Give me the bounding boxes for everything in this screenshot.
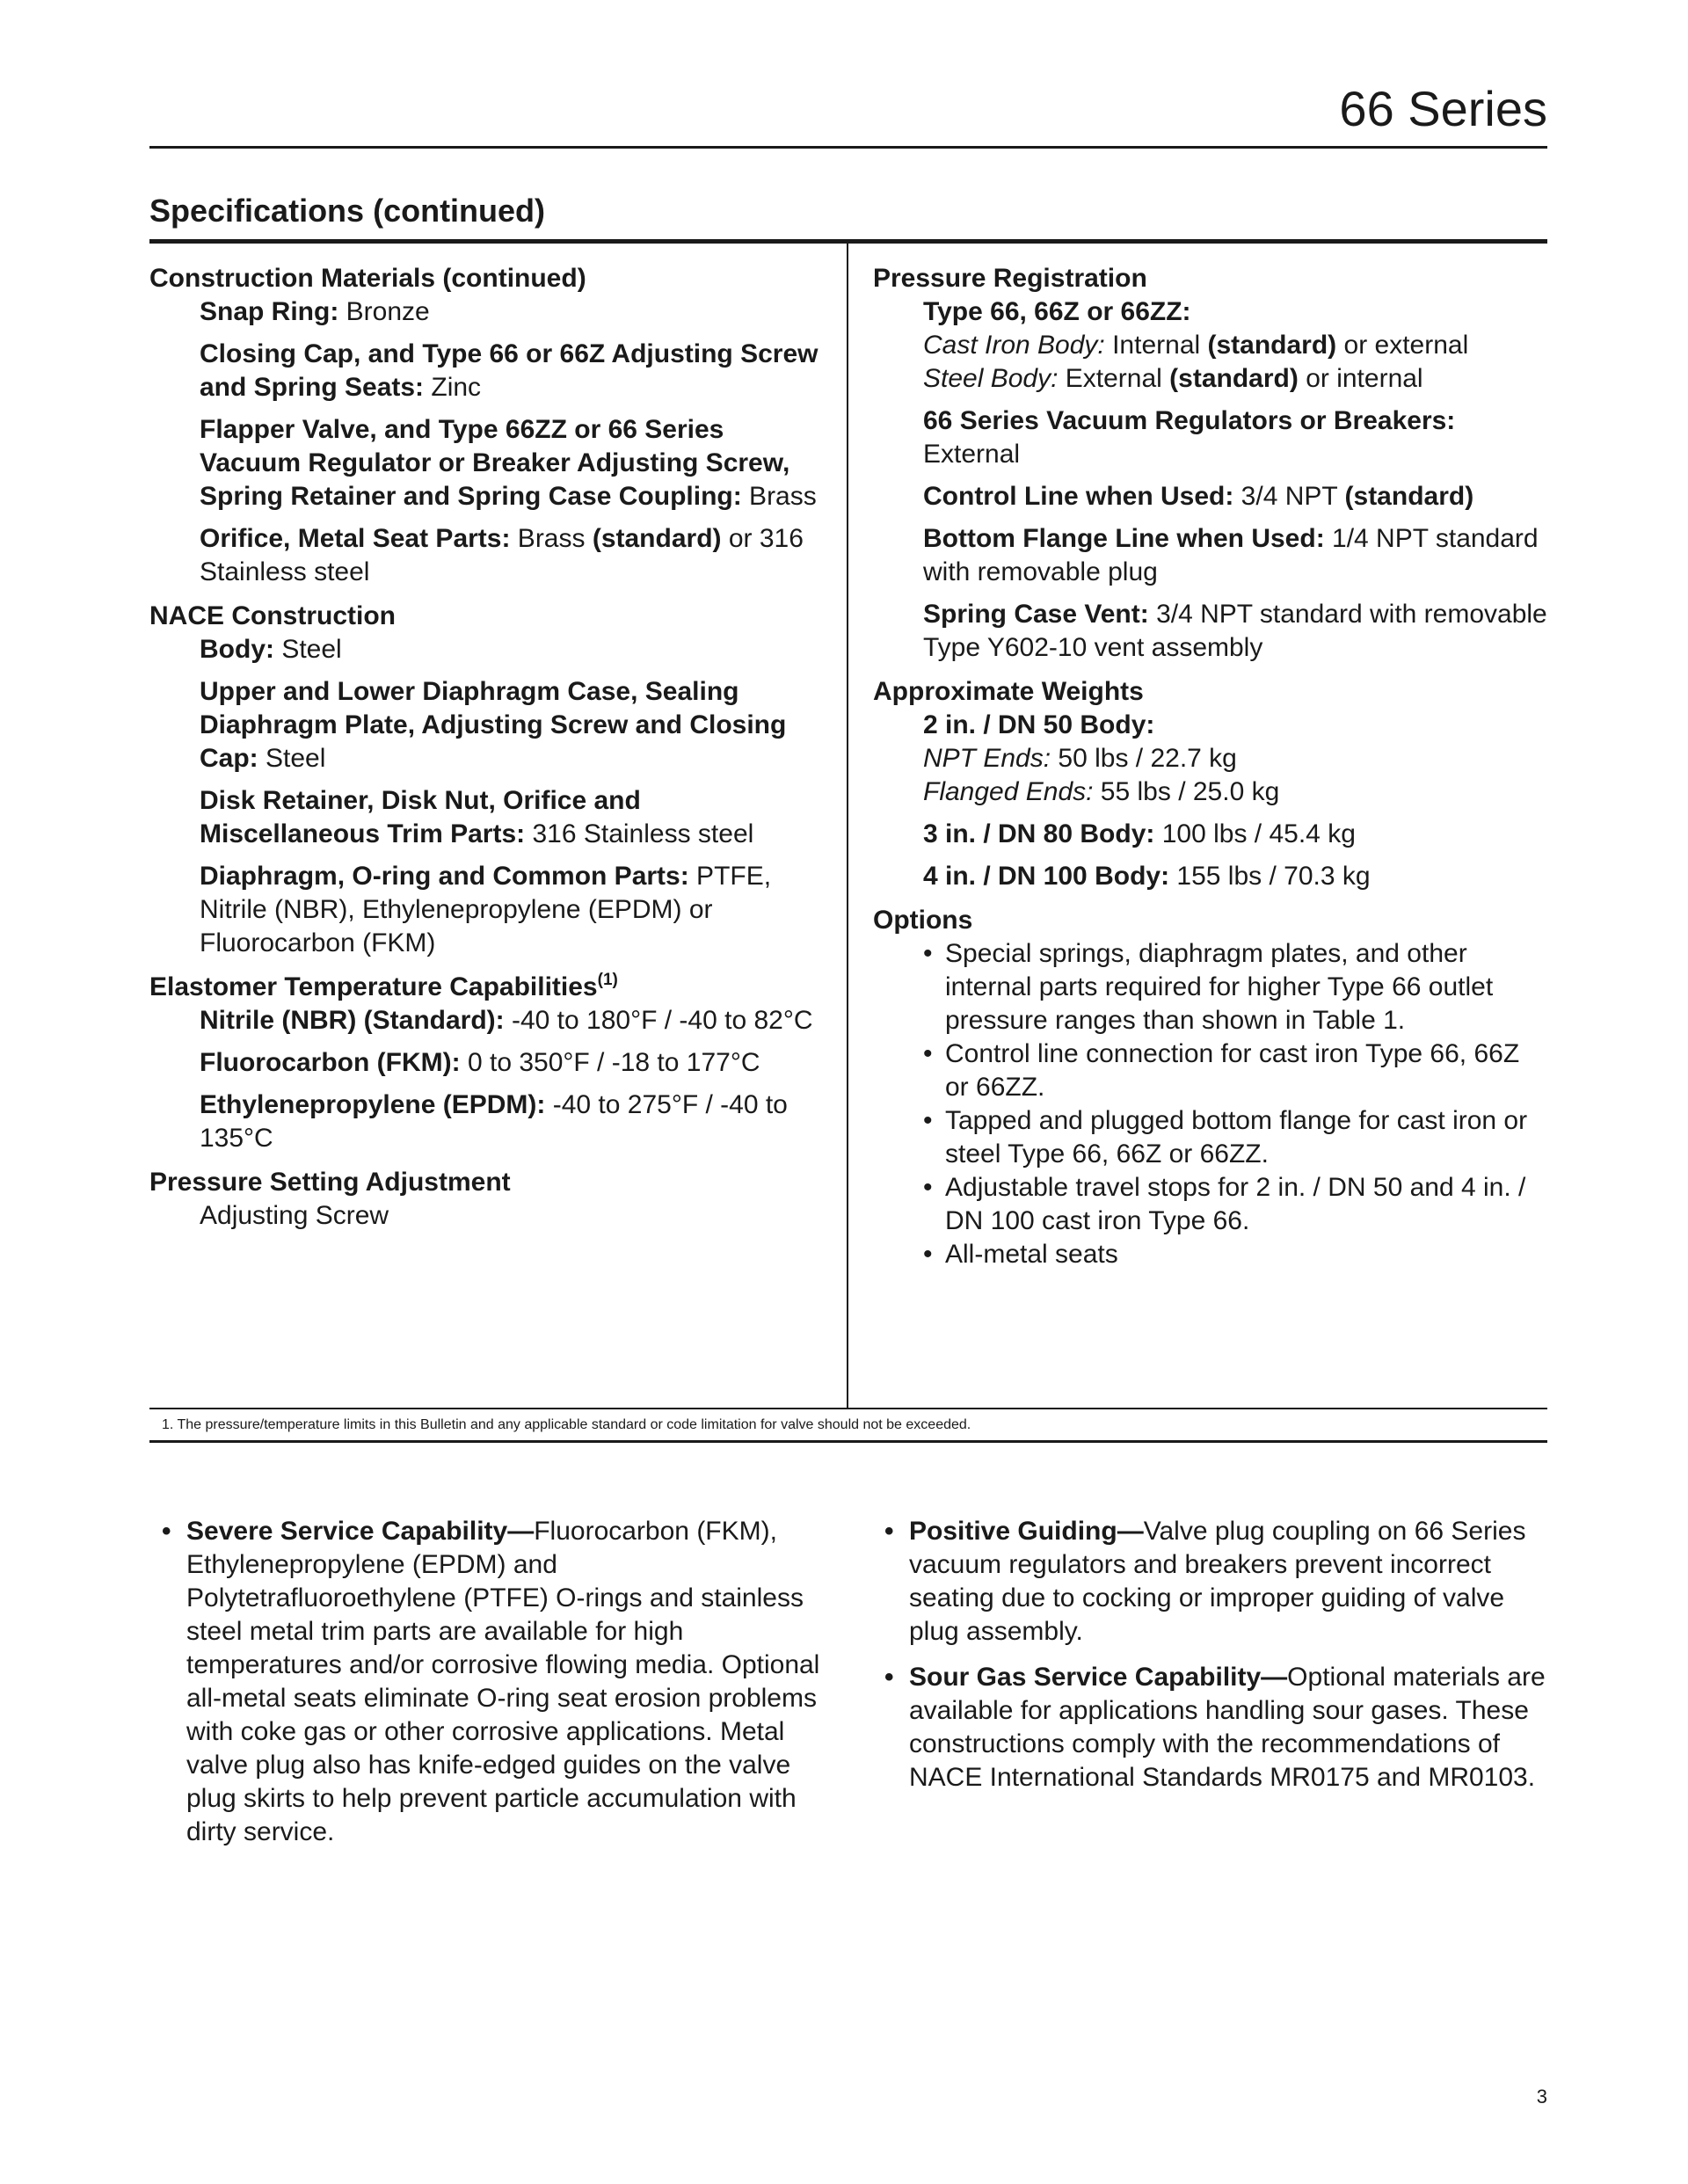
- pressure-setting-value: Adjusting Screw: [200, 1201, 389, 1230]
- spec-label: Type 66, 66Z or 66ZZ:: [923, 297, 1191, 326]
- disk-retainer-spec: [149, 784, 826, 851]
- spec-label: 4 in. / DN 100 Body:: [923, 862, 1170, 891]
- dn50-weight-spec: [873, 709, 1547, 809]
- spec-sublabel: Cast Iron Body:: [923, 331, 1105, 360]
- spec-value: Internal: [1104, 331, 1208, 360]
- spec-value: 55 lbs / 25.0 kg: [1093, 777, 1280, 806]
- spec-label: 66 Series Vacuum Regulators or Breakers:: [923, 406, 1456, 435]
- approximate-weights-title: Approximate Weights: [873, 677, 1144, 706]
- option-item: • Tapped and plugged bottom flange for cast iron or steel Type 66, 66Z or 66ZZ.: [873, 1104, 1547, 1171]
- spec-value: External: [923, 440, 1021, 469]
- spec-value: Brass: [741, 482, 817, 511]
- spec-label: 3 in. / DN 80 Body:: [923, 819, 1155, 848]
- feature-label: Severe Service Capability—: [186, 1517, 535, 1546]
- spec-value-after: or external: [1336, 331, 1469, 360]
- footnote-top-rule: [149, 1408, 1547, 1409]
- spec-value: Brass: [510, 524, 593, 553]
- fluorocarbon-spec: [149, 1046, 826, 1080]
- bottom-flange-spec: [873, 522, 1547, 589]
- feature-label: Positive Guiding—: [909, 1517, 1144, 1546]
- specs-right-column: [873, 262, 1547, 1282]
- feature-text: Valve plug coupling on 66 Series vacuum regulators and breakers prevent incorrect seating due to cocking or improper guiding of valve plug assembly.: [909, 1517, 1526, 1646]
- spec-value: 316 Stainless steel: [525, 819, 754, 848]
- header-rule: [149, 146, 1547, 149]
- option-item: • Adjustable travel stops for 2 in. / DN 50 and 4 in. / DN 100 cast iron Type 66.: [873, 1171, 1547, 1238]
- spec-value: 50 lbs / 22.7 kg: [1051, 744, 1237, 773]
- series-title: 66 Series: [1339, 81, 1547, 136]
- pressure-setting-title: Pressure Setting Adjustment: [149, 1168, 511, 1197]
- body-spec: [149, 633, 826, 666]
- dn80-weight-spec: [873, 818, 1547, 851]
- spec-label: Snap Ring:: [200, 297, 339, 326]
- spec-value: -40 to 275°F / -40 to 135°C: [200, 1090, 788, 1153]
- spec-label: Diaphragm, O-ring and Common Parts:: [200, 862, 689, 891]
- pressure-registration-group: [873, 262, 1547, 665]
- spec-label: Upper and Lower Diaphragm Case, Sealing Diaphragm Plate, Adjusting Screw and Closing Cap:: [200, 677, 787, 773]
- spec-value: Steel: [274, 635, 342, 664]
- nace-construction-group: [149, 600, 826, 960]
- spec-value-emphasis: (standard): [1207, 331, 1337, 360]
- options-group: [873, 904, 1547, 1271]
- spec-label: Control Line when Used:: [923, 482, 1234, 511]
- spec-value-after: or internal: [1298, 364, 1423, 393]
- spec-label: Flapper Valve, and Type 66ZZ or 66 Series Vacuum Regulator or Breaker Adjusting Screw, Spring Retainer and Spring Case Coupling:: [200, 415, 790, 511]
- spec-label: Ethylenepropylene (EPDM):: [200, 1090, 546, 1119]
- feature-text: Fluorocarbon (FKM), Ethylenepropylene (EPDM) and Polytetrafluoroethylene (PTFE) O-rings and stainless steel metal trim parts are available for high temperatures and/or corrosive flowing media. Optional all-metal seats eliminate O-ring seat erosion problems with coke gas or other corrosive applications. Metal valve plug also has knife-edged guides on the valve plug skirts to help prevent particle accumulation with dirty service.: [186, 1517, 820, 1846]
- spec-label: Nitrile (NBR) (Standard):: [200, 1006, 505, 1035]
- steel-body-line: [923, 362, 1547, 396]
- snap-ring-spec: [149, 295, 826, 329]
- approximate-weights-group: [873, 675, 1547, 893]
- spec-value: 1/4 NPT standard with removable plug: [923, 524, 1539, 586]
- spec-value: Zinc: [424, 373, 482, 402]
- spec-label: Fluorocarbon (FKM):: [200, 1048, 461, 1077]
- elastomer-temperature-title: [149, 971, 826, 1004]
- dn100-weight-spec: [873, 860, 1547, 893]
- spec-value-after: or 316 Stainless steel: [200, 524, 804, 586]
- flapper-valve-spec: [149, 413, 826, 513]
- control-line-spec: [873, 480, 1547, 513]
- option-item: • Control line connection for cast iron Type 66, 66Z or 66ZZ.: [873, 1037, 1547, 1104]
- spec-label: Disk Retainer, Disk Nut, Orifice and Miscellaneous Trim Parts:: [200, 786, 641, 848]
- spec-value-emphasis: (standard): [592, 524, 722, 553]
- construction-materials-group: [149, 262, 826, 589]
- spec-label: Spring Case Vent:: [923, 600, 1149, 629]
- flanged-ends-line: [923, 775, 1547, 809]
- spec-sublabel: NPT Ends:: [923, 744, 1051, 773]
- footnote-bottom-rule: [149, 1440, 1547, 1443]
- spec-value-emphasis: (standard): [1169, 364, 1299, 393]
- column-divider: [847, 244, 848, 1409]
- spec-label: Body:: [200, 635, 274, 664]
- diaphragm-oring-spec: [149, 860, 826, 960]
- nitrile-spec: [149, 1004, 826, 1037]
- spec-value: 155 lbs / 70.3 kg: [1169, 862, 1371, 891]
- footnote-reference: (1): [597, 971, 618, 989]
- spec-label: 2 in. / DN 50 Body:: [923, 710, 1155, 739]
- orifice-spec: [149, 522, 826, 589]
- spec-value: Steel: [258, 744, 326, 773]
- npt-ends-line: [923, 742, 1547, 775]
- page-number: 3: [1536, 2086, 1547, 2108]
- elastomer-title-text: Elastomer Temperature Capabilities: [149, 972, 598, 1001]
- specs-left-column: [149, 262, 826, 1243]
- diaphragm-case-spec: [149, 675, 826, 775]
- features-left-column: [162, 1515, 830, 1861]
- section-rule: [149, 239, 1547, 244]
- spec-label: Orifice, Metal Seat Parts:: [200, 524, 511, 553]
- pressure-setting-group: [149, 1166, 826, 1233]
- construction-materials-title: Construction Materials (continued): [149, 264, 586, 293]
- option-item: • All-metal seats: [873, 1238, 1547, 1271]
- closing-cap-spec: [149, 338, 826, 404]
- footnote: 1. The pressure/temperature limits in this Bulletin and any applicable standard or code limitation for valve should not be exceeded.: [162, 1417, 971, 1432]
- spec-value: 0 to 350°F / -18 to 177°C: [460, 1048, 760, 1077]
- spec-value: 100 lbs / 45.4 kg: [1154, 819, 1356, 848]
- option-item: • Special springs, diaphragm plates, and other internal parts required for higher Type 66 outlet pressure ranges than shown in Table 1.: [873, 937, 1547, 1037]
- spec-value: -40 to 180°F / -40 to 82°C: [504, 1006, 813, 1035]
- options-title: Options: [873, 906, 973, 935]
- cast-iron-body-line: [923, 329, 1547, 362]
- spec-value: Bronze: [338, 297, 430, 326]
- elastomer-temperature-group: [149, 971, 826, 1155]
- spec-value-emphasis: (standard): [1344, 482, 1474, 511]
- feature-sour-gas: [884, 1661, 1553, 1795]
- feature-label: Sour Gas Service Capability—: [909, 1663, 1288, 1692]
- epdm-spec: [149, 1088, 826, 1155]
- spec-value: PTFE, Nitrile (NBR), Ethylenepropylene (EPDM) or Fluorocarbon (FKM): [200, 862, 772, 957]
- feature-positive-guiding: [884, 1515, 1553, 1649]
- section-title: Specifications (continued): [149, 193, 546, 229]
- type-registration-spec: [873, 295, 1547, 396]
- spec-value: 3/4 NPT standard with removable Type Y602-10 vent assembly: [923, 600, 1547, 662]
- feature-severe-service: [162, 1515, 830, 1849]
- feature-text: Optional materials are available for applications handling sour gases. These constructions comply with the recommendations of NACE International Standards MR0175 and MR0103.: [909, 1663, 1546, 1792]
- nace-construction-title: NACE Construction: [149, 601, 396, 630]
- options-list: [873, 937, 1547, 1271]
- spec-value: External: [1058, 364, 1170, 393]
- spec-label: Bottom Flange Line when Used:: [923, 524, 1325, 553]
- spring-case-vent-spec: [873, 598, 1547, 665]
- pressure-registration-title: Pressure Registration: [873, 264, 1147, 293]
- spec-label: Closing Cap, and Type 66 or 66Z Adjusting Screw and Spring Seats:: [200, 339, 819, 402]
- spec-sublabel: Steel Body:: [923, 364, 1059, 393]
- vacuum-regulators-spec: [873, 404, 1547, 471]
- features-right-column: [884, 1515, 1553, 1807]
- spec-sublabel: Flanged Ends:: [923, 777, 1094, 806]
- spec-value: 3/4 NPT: [1233, 482, 1345, 511]
